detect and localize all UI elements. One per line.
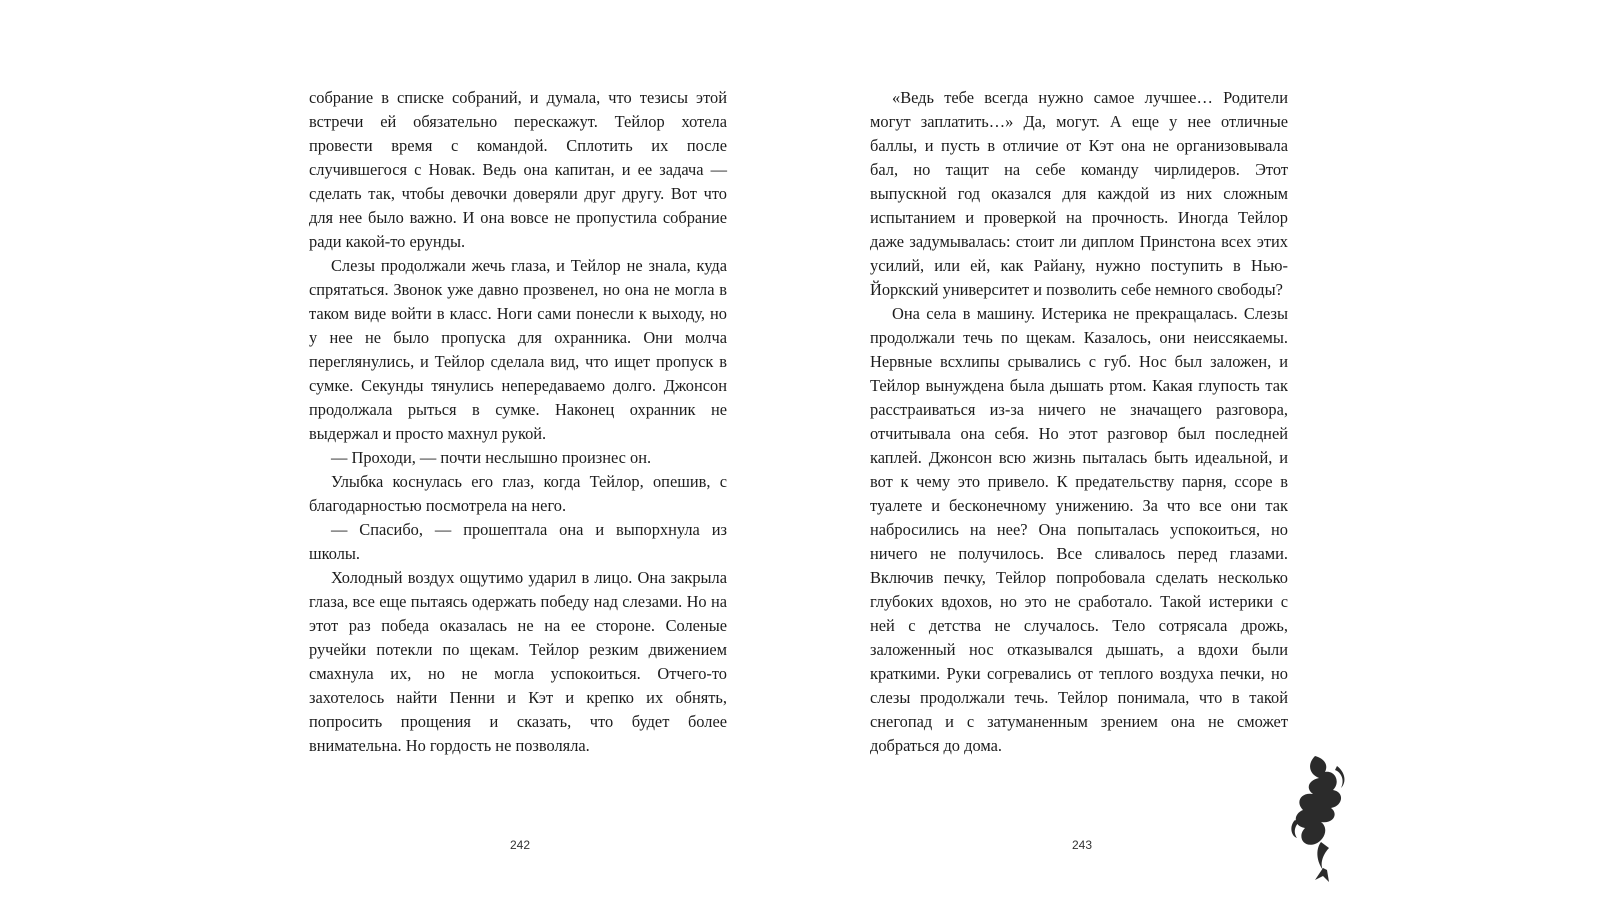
right-page-text bbox=[870, 86, 1288, 758]
paragraph: Улыбка коснулась его глаз, когда Тейлор, опешив, с благодарностью посмотрела на него. bbox=[309, 472, 727, 515]
page-number-right: 243 bbox=[1071, 838, 1093, 852]
right-page bbox=[870, 86, 1288, 758]
left-page bbox=[309, 86, 727, 758]
paragraph: собрание в списке собраний, и думала, что тезисы этой встречи ей обязательно перескажут. Тейлор хотела провести время с командой. Сплотить их после случившегося с Новак. Ведь она капитан, и ее задача — сделать так, чтобы девочки доверяли друг другу. Вот что для нее было важно. И она вовсе не пропустила собрание ради какой-то ерунды. bbox=[309, 88, 727, 251]
paragraph: Она села в машину. Истерика не прекращалась. Слезы продолжали течь по щекам. Казалось, они неиссякаемы. Нервные всхлипы срывались с губ. Нос был заложен, и Тейлор вынуждена была дышать ртом. Какая глупость так расстраиваться из-за ничего не значащего разговора, отчитывала она себя. Но этот разговор был последней каплей. Джонсон всю жизнь пыталась быть идеальной, и вот к чему это привело. К предательству парня, ссоре в туалете и бесконечному унижению. За что все они так набросились на нее? Она попыталась успокоиться, но ничего не получилось. Все сливалось перед глазами. Включив печку, Тейлор попробовала сделать несколько глубоких вдохов, но это не сработало. Такой истерики с ней с детства не случалось. Тело сотрясала дрожь, заложенный нос отказывался дышать, а вдохи были краткими. Руки согревались от теплого воздуха печки, но слезы продолжали течь. Тейлор понимала, что в такой снегопад и с затуманенным зрением она не сможет добраться до дома. bbox=[870, 304, 1288, 755]
dialogue-line: — Спасибо, — прошептала она и выпорхнула из школы. bbox=[309, 520, 727, 563]
paragraph: Слезы продолжали жечь глаза, и Тейлор не знала, куда спрятаться. Звонок уже давно прозвенел, но она не могла в таком виде войти в класс. Ноги сами понесли к выходу, но у нее не было пропуска для охранника. Они молча переглянулись, и Тейлор сделала вид, что ищет пропуск в сумке. Секунды тянулись непередаваемо долго. Джонсон продолжала рыться в сумке. Наконец охранник не выдержал и просто махнул рукой. bbox=[309, 256, 727, 443]
paragraph: «Ведь тебе всегда нужно самое лучшее… Родители могут заплатить…» Да, могут. А еще у нее отличные баллы, и пусть в отличие от Кэт она не организовывала бал, но тащит на себе команду чирлидеров. Этот выпускной год оказался для каждой из них сложным испытанием и проверкой на прочность. Иногда Тейлор даже задумывалась: стоит ли диплом Принстона всех этих усилий, или ей, как Райану, нужно поступить в Нью-Йоркский университет и позволить себе немного свободы? bbox=[870, 88, 1288, 299]
left-page-text bbox=[309, 86, 727, 758]
page-number-left: 242 bbox=[509, 838, 531, 852]
dialogue-line: — Проходи, — почти неслышно произнес он. bbox=[331, 448, 652, 467]
floral-swirl-ornament-icon bbox=[1285, 752, 1357, 884]
paragraph: Холодный воздух ощутимо ударил в лицо. Она закрыла глаза, все еще пытаясь одержать победу над слезами. Но на этот раз победа оказалась не на ее стороне. Соленые ручейки потекли по щекам. Тейлор резким движением смахнула их, но не могла успокоиться. Отчего-то захотелось найти Пенни и Кэт и крепко их обнять, попросить прощения и сказать, что будет более внимательна. Но гордость не позволяла. bbox=[309, 568, 727, 755]
